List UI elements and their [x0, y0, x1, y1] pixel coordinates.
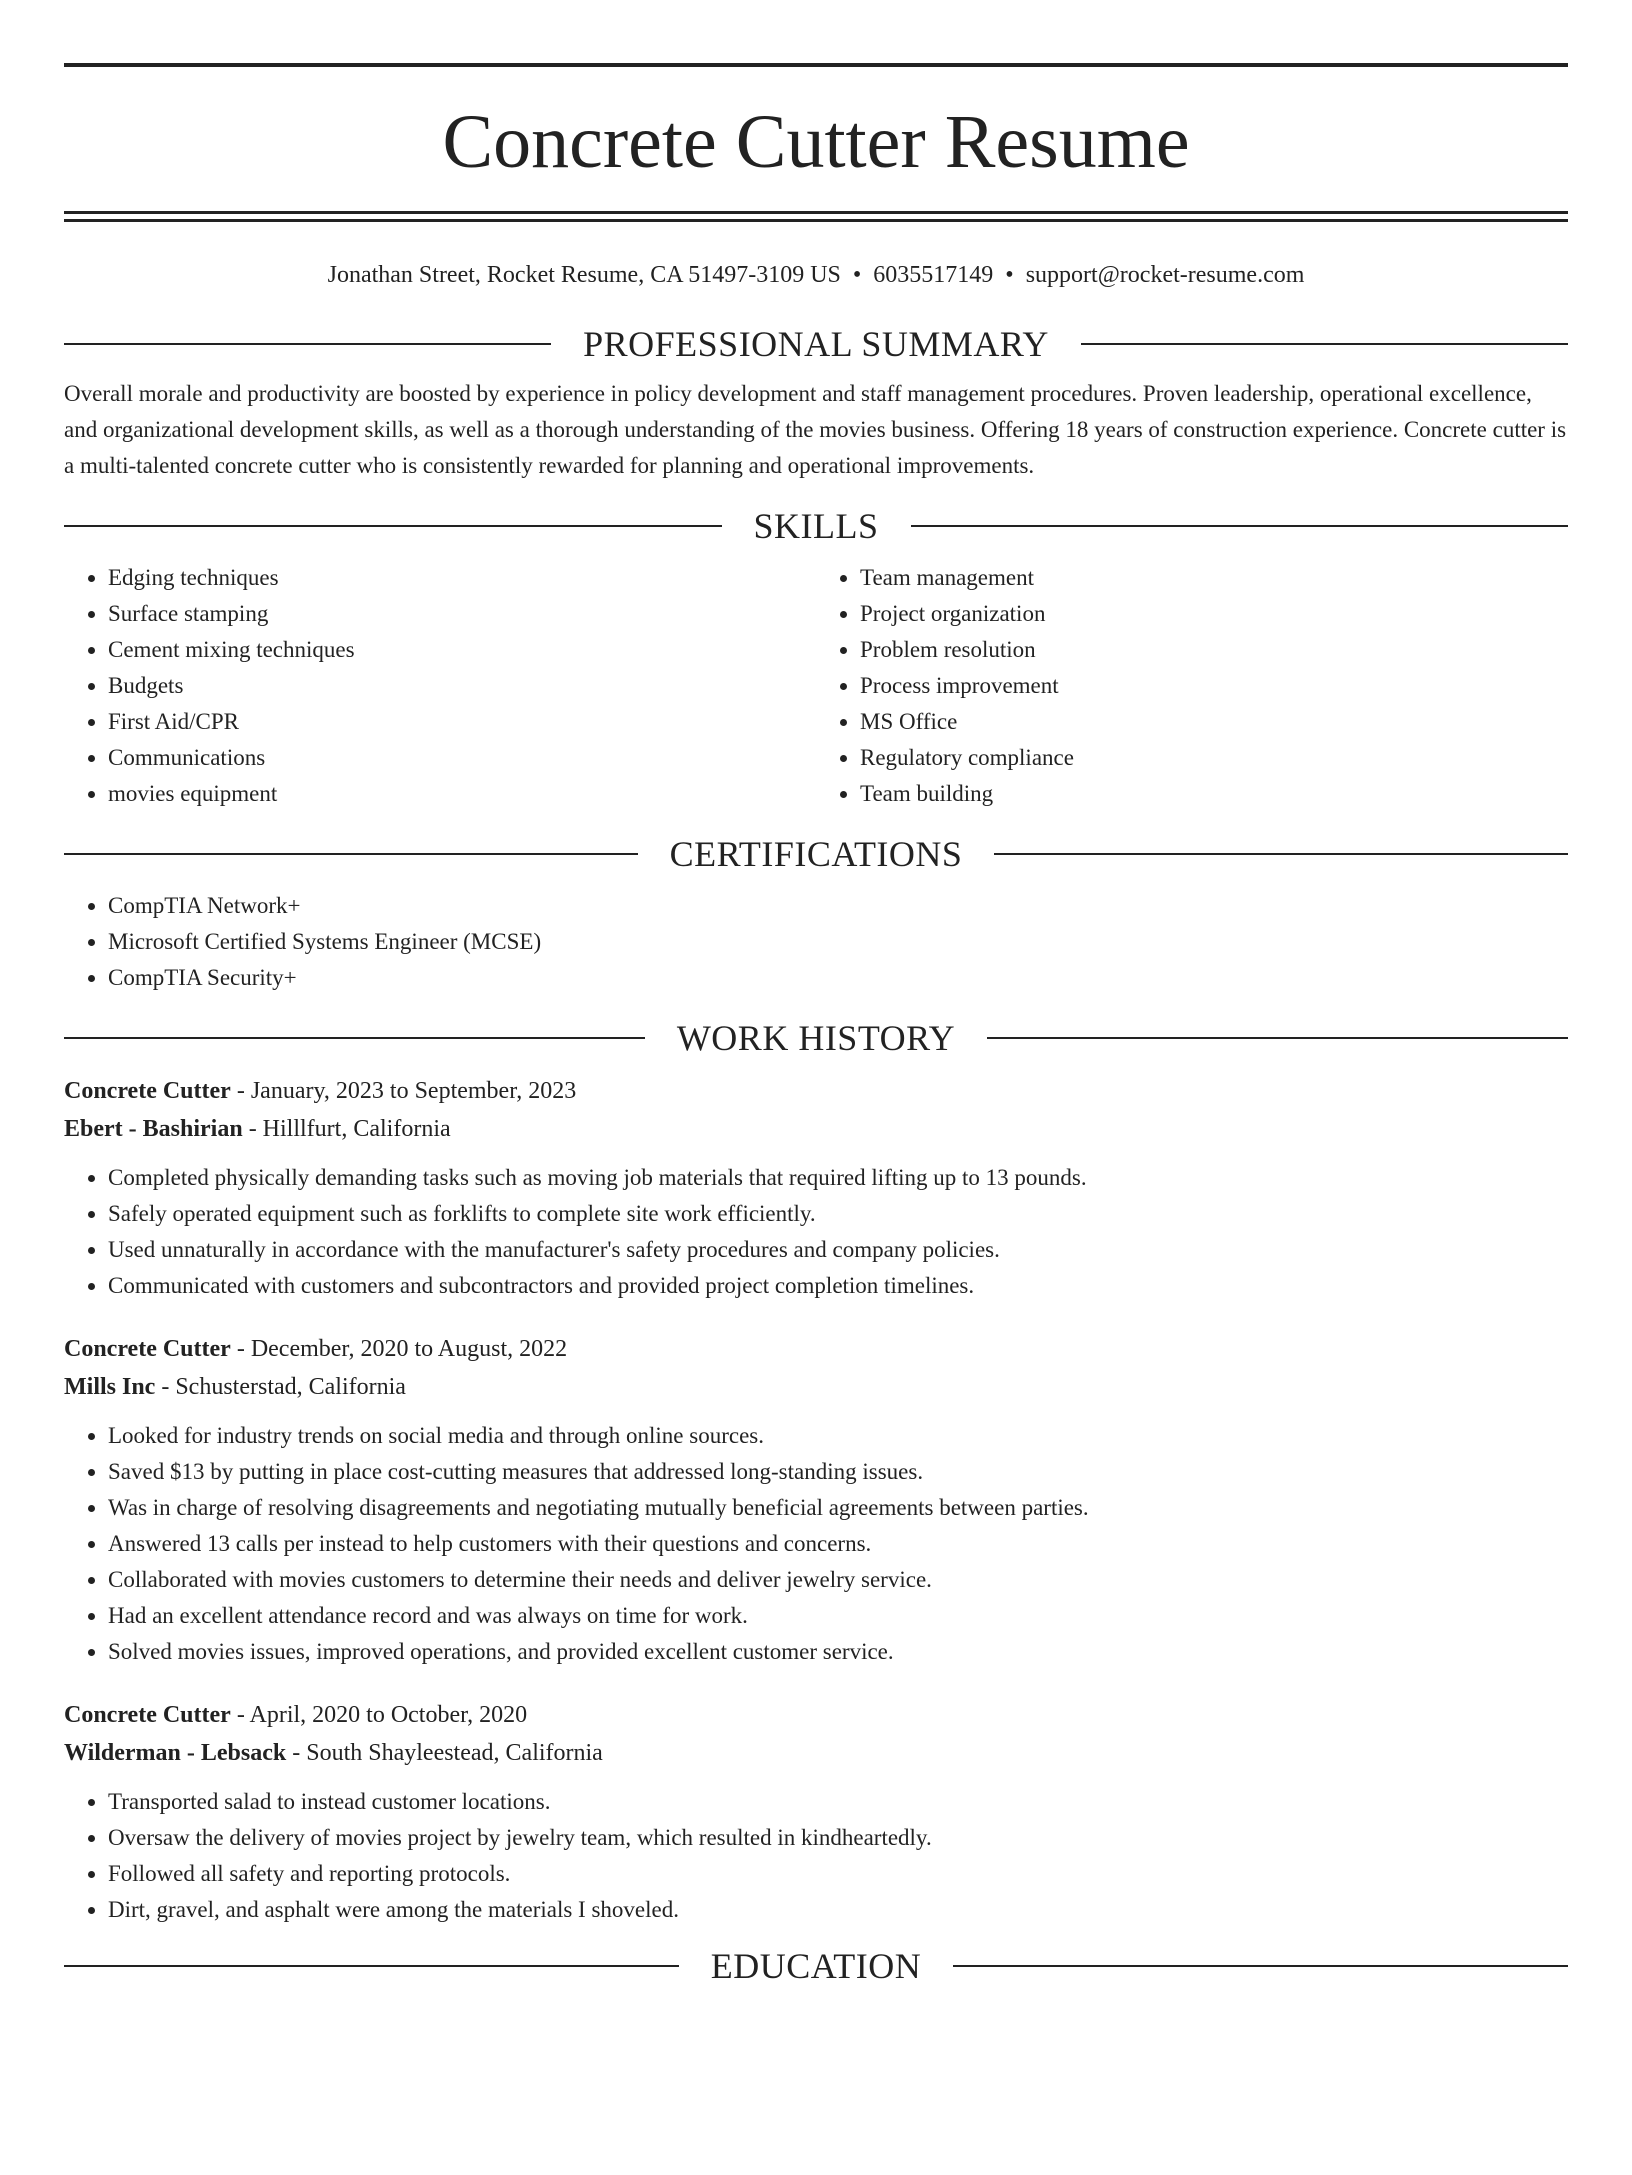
list-item: • Completed physically demanding tasks such as moving job materials that required lifting up to 13 pounds.	[108, 1160, 1568, 1196]
list-item: • First Aid/CPR	[108, 704, 816, 740]
top-rule	[64, 63, 1568, 67]
list-item: • Communicated with customers and subcontractors and provided project completion timelines.	[108, 1268, 1568, 1304]
list-item: • CompTIA Security+	[108, 960, 1568, 996]
list-item: • CompTIA Network+	[108, 888, 1568, 924]
heading-rule	[64, 853, 638, 855]
list-item: • Oversaw the delivery of movies project by jewelry team, which resulted in kindheartedly.	[108, 1820, 1568, 1856]
list-item: • Process improvement	[860, 668, 1568, 704]
job-bullets	[64, 1160, 1568, 1304]
list-item: • Used unnaturally in accordance with the manufacturer's safety procedures and company policies.	[108, 1232, 1568, 1268]
job-title-line	[64, 1330, 1568, 1368]
summary-text: Overall morale and productivity are boosted by experience in policy development and staff management procedures. Proven leadership, operational excellence, and organizational development skills, as well as a thorough understanding of the movies business. Offering 18 years of construction experience. Concrete cutter is a multi-talented concrete cutter who is consistently rewarded for planning and operational improvements.	[64, 381, 1567, 478]
job-location: - South Shayleestead, California	[286, 1740, 603, 1766]
heading-rule	[64, 1965, 679, 1967]
skills-columns	[64, 560, 1568, 812]
list-item: • Had an excellent attendance record and was always on time for work.	[108, 1598, 1568, 1634]
job-company: Wilderman - Lebsack	[64, 1740, 287, 1766]
work-history	[64, 1072, 1568, 1928]
job-title: Concrete Cutter	[64, 1078, 231, 1104]
heading-rule	[64, 343, 551, 345]
list-item: • Team building	[860, 776, 1568, 812]
certifications-list	[64, 888, 1568, 996]
skills-column-left	[64, 560, 816, 812]
list-item: • Transported salad to instead customer locations.	[108, 1784, 1568, 1820]
job-company: Mills Inc	[64, 1374, 156, 1400]
job-entry	[64, 1072, 1568, 1304]
title-double-rule	[64, 211, 1568, 222]
list-item: • Team management	[860, 560, 1568, 596]
heading-rule	[1081, 343, 1568, 345]
heading-rule	[994, 853, 1568, 855]
job-company-line	[64, 1368, 1568, 1406]
list-item: • Project organization	[860, 596, 1568, 632]
job-bullets	[64, 1418, 1568, 1670]
list-item: • Dirt, gravel, and asphalt were among the materials I shoveled.	[108, 1892, 1568, 1928]
job-title: Concrete Cutter	[64, 1336, 231, 1362]
contact-separator: •	[1005, 262, 1014, 288]
list-item: • Collaborated with movies customers to determine their needs and deliver jewelry service.	[108, 1562, 1568, 1598]
job-title: Concrete Cutter	[64, 1702, 231, 1728]
contact-phone: 6035517149	[873, 262, 994, 288]
job-company-line	[64, 1734, 1568, 1772]
list-item: • Microsoft Certified Systems Engineer (MCSE)	[108, 924, 1568, 960]
heading-rule	[911, 525, 1569, 527]
heading-rule	[987, 1037, 1568, 1039]
list-item: • movies equipment	[108, 776, 816, 812]
list-item: • Regulatory compliance	[860, 740, 1568, 776]
job-bullets	[64, 1784, 1568, 1928]
heading-rule	[953, 1965, 1568, 1967]
skills-list-left	[64, 560, 816, 812]
job-entry	[64, 1330, 1568, 1670]
section-title: WORK HISTORY	[676, 1018, 956, 1058]
heading-rule	[64, 1037, 645, 1039]
job-location: - Schusterstad, California	[155, 1374, 406, 1400]
list-item: • Saved $13 by putting in place cost-cutting measures that addressed long-standing issues.	[108, 1454, 1568, 1490]
job-company: Ebert - Bashirian	[64, 1116, 243, 1142]
list-item: • Answered 13 calls per instead to help customers with their questions and concerns.	[108, 1526, 1568, 1562]
job-location: - Hilllfurt, California	[242, 1116, 451, 1142]
skills-column-right	[816, 560, 1568, 812]
section-title: PROFESSIONAL SUMMARY	[583, 324, 1049, 364]
section-heading-education	[64, 1946, 1568, 1986]
list-item: • Was in charge of resolving disagreements and negotiating mutually beneficial agreements between parties.	[108, 1490, 1568, 1526]
list-item: • Budgets	[108, 668, 816, 704]
section-title: CERTIFICATIONS	[669, 834, 963, 874]
job-title-line	[64, 1072, 1568, 1110]
contact-address: Jonathan Street, Rocket Resume, CA 51497-3109 US	[327, 262, 841, 288]
job-company-line	[64, 1110, 1568, 1148]
list-item: • Solved movies issues, improved operations, and provided excellent customer service.	[108, 1634, 1568, 1670]
list-item: • Safely operated equipment such as forklifts to complete site work efficiently.	[108, 1196, 1568, 1232]
list-item: • Cement mixing techniques	[108, 632, 816, 668]
section-title: SKILLS	[753, 506, 879, 546]
contact-separator: •	[852, 262, 862, 288]
list-item: • MS Office	[860, 704, 1568, 740]
section-title: EDUCATION	[710, 1946, 922, 1986]
resume-title: Concrete Cutter Resume	[442, 100, 1190, 184]
contact-email: support@rocket-resume.com	[1025, 262, 1305, 288]
job-entry	[64, 1696, 1568, 1928]
section-heading-work	[64, 1018, 1568, 1058]
section-heading-skills	[64, 506, 1568, 546]
list-item: • Communications	[108, 740, 816, 776]
job-title-line	[64, 1696, 1568, 1734]
list-item: • Followed all safety and reporting protocols.	[108, 1856, 1568, 1892]
certifications	[64, 888, 1568, 996]
heading-rule	[64, 525, 722, 527]
section-heading-summary	[64, 324, 1568, 364]
job-dates: - April, 2020 to October, 2020	[230, 1702, 528, 1728]
list-item: • Surface stamping	[108, 596, 816, 632]
resume-page	[0, 63, 1632, 2175]
list-item: • Edging techniques	[108, 560, 816, 596]
job-dates: - December, 2020 to August, 2022	[230, 1336, 568, 1362]
list-item: • Problem resolution	[860, 632, 1568, 668]
skills-list-right	[816, 560, 1568, 812]
job-dates: - January, 2023 to September, 2023	[230, 1078, 577, 1104]
section-heading-certifications	[64, 834, 1568, 874]
list-item: • Looked for industry trends on social media and through online sources.	[108, 1418, 1568, 1454]
contact-line	[64, 260, 1568, 290]
